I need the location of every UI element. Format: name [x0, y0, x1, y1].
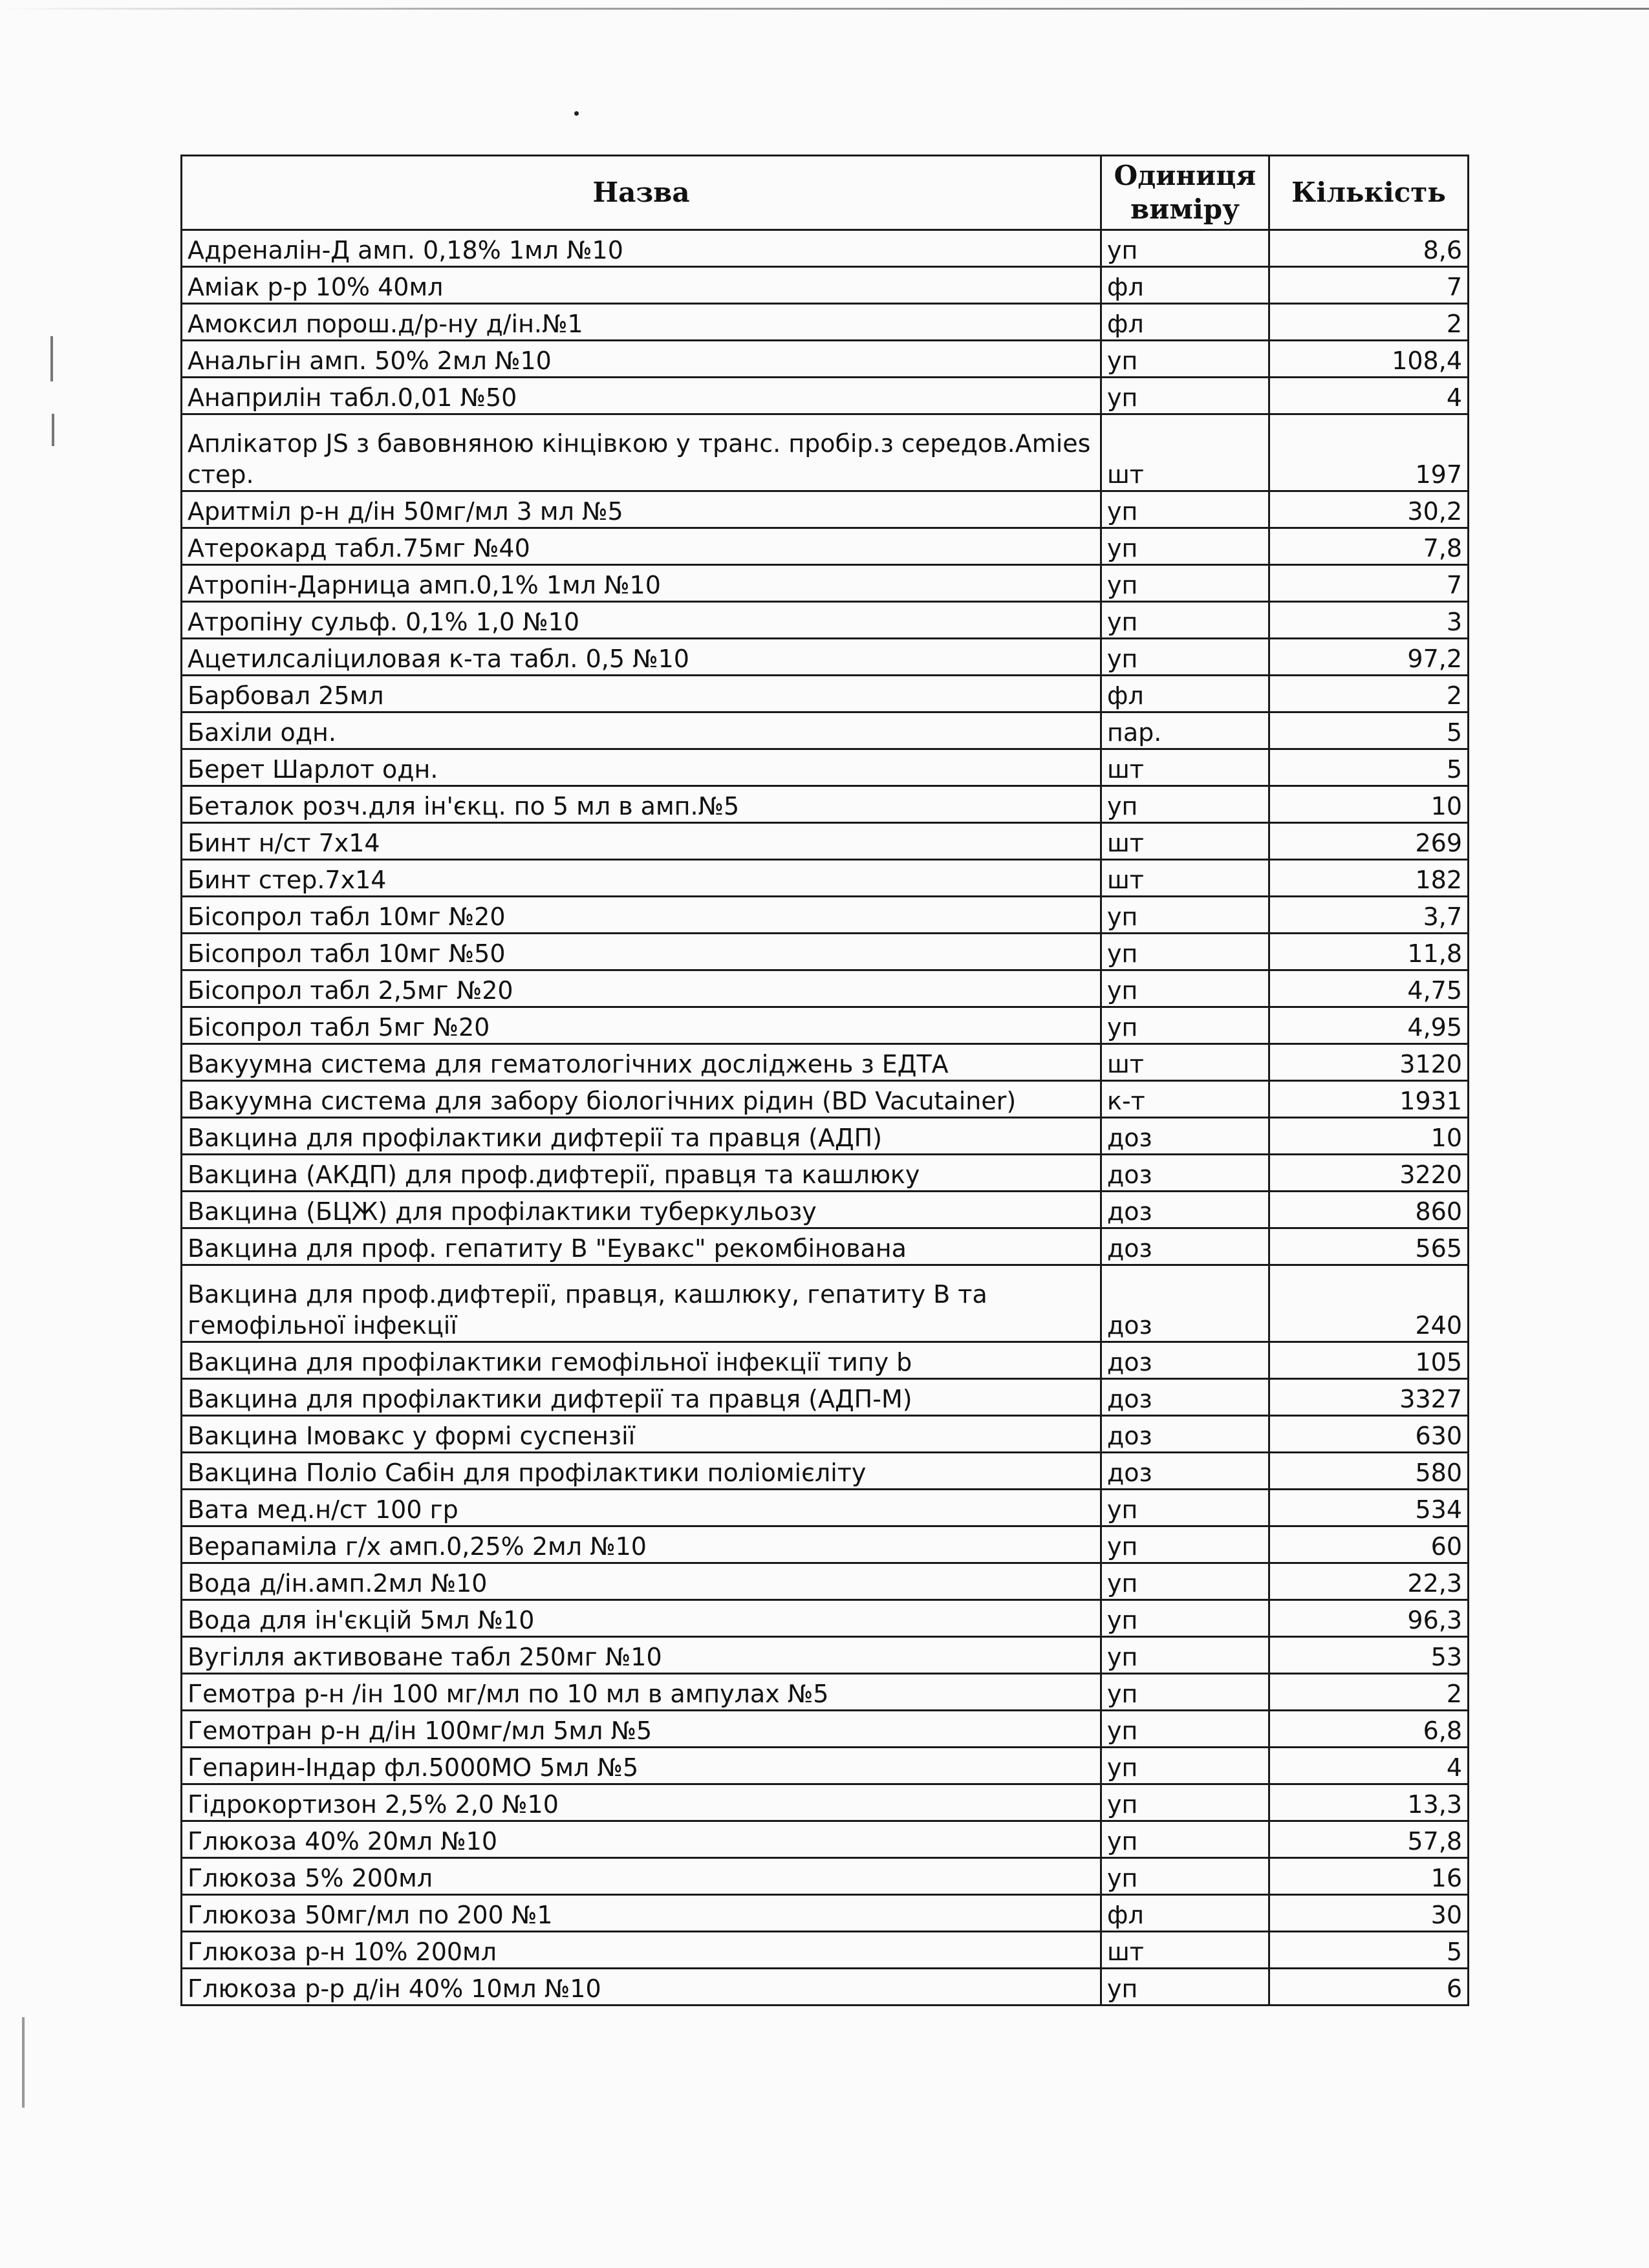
unit-cell: уп [1101, 786, 1269, 823]
table-row [182, 1563, 1469, 1600]
unit-cell: уп [1101, 1490, 1269, 1526]
unit-cell: фл [1101, 267, 1269, 304]
item-name-cell: Верапаміла г/х амп.0,25% 2мл №10 [182, 1526, 1101, 1563]
table-row [182, 1044, 1469, 1081]
header-name: Назва [182, 156, 1101, 230]
item-name-cell: Анаприлін табл.0,01 №50 [182, 378, 1101, 414]
item-name-cell: Вакцина для профілактики дифтерії та правця (АДП-М) [182, 1379, 1101, 1416]
table-row [182, 304, 1469, 341]
table-row [182, 1526, 1469, 1563]
item-name-cell: Бісопрол табл 2,5мг №20 [182, 970, 1101, 1007]
scan-mark [22, 2017, 25, 2108]
unit-cell: уп [1101, 602, 1269, 639]
item-name-cell: Глюкоза р-р д/ін 40% 10мл №10 [182, 1969, 1101, 2006]
unit-cell: уп [1101, 1748, 1269, 1784]
item-name-cell: Вакцина для проф.дифтерії, правця, кашлюку, гепатиту В та гемофільної інфекції [182, 1265, 1101, 1342]
table-body [182, 230, 1469, 2006]
table-row [182, 860, 1469, 897]
quantity-cell: 3 [1269, 602, 1469, 639]
unit-cell: доз [1101, 1155, 1269, 1192]
quantity-cell: 5 [1269, 749, 1469, 786]
quantity-cell: 860 [1269, 1192, 1469, 1228]
table-row [182, 1342, 1469, 1379]
quantity-cell: 269 [1269, 823, 1469, 860]
quantity-cell: 5 [1269, 1932, 1469, 1969]
unit-cell: уп [1101, 1711, 1269, 1748]
unit-cell: шт [1101, 414, 1269, 491]
table-row [182, 1637, 1469, 1674]
unit-cell: уп [1101, 1007, 1269, 1044]
quantity-cell: 10 [1269, 1118, 1469, 1155]
item-name-cell: Атропін-Дарница амп.0,1% 1мл №10 [182, 565, 1101, 602]
unit-cell: шт [1101, 823, 1269, 860]
unit-cell: уп [1101, 934, 1269, 970]
table-row [182, 712, 1469, 749]
item-name-cell: Барбовал 25мл [182, 676, 1101, 712]
unit-cell: уп [1101, 1969, 1269, 2006]
item-name-cell: Атерокард табл.75мг №40 [182, 528, 1101, 565]
item-name-cell: Вакцина Імовакс у формі суспензії [182, 1416, 1101, 1453]
header-qty: Кількість [1269, 156, 1469, 230]
unit-cell: уп [1101, 565, 1269, 602]
table-row [182, 1118, 1469, 1155]
table-row [182, 823, 1469, 860]
unit-cell: уп [1101, 341, 1269, 378]
quantity-cell: 3,7 [1269, 897, 1469, 934]
item-name-cell: Глюкоза 50мг/мл по 200 №1 [182, 1895, 1101, 1932]
table-row [182, 565, 1469, 602]
unit-cell: пар. [1101, 712, 1269, 749]
table-row [182, 230, 1469, 267]
unit-cell: шт [1101, 749, 1269, 786]
quantity-cell: 22,3 [1269, 1563, 1469, 1600]
item-name-cell: Вакцина для профілактики гемофільної інфекції типу b [182, 1342, 1101, 1379]
unit-cell: доз [1101, 1265, 1269, 1342]
table-row [182, 1969, 1469, 2006]
quantity-cell: 4 [1269, 378, 1469, 414]
unit-cell: уп [1101, 970, 1269, 1007]
item-name-cell: Глюкоза 5% 200мл [182, 1858, 1101, 1895]
item-name-cell: Вакцина (АКДП) для проф.дифтерії, правця та кашлюку [182, 1155, 1101, 1192]
item-name-cell: Вакцина для профілактики дифтерії та правця (АДП) [182, 1118, 1101, 1155]
unit-cell: уп [1101, 897, 1269, 934]
table-row [182, 1490, 1469, 1526]
item-name-cell: Бісопрол табл 10мг №20 [182, 897, 1101, 934]
item-name-cell: Бісопрол табл 5мг №20 [182, 1007, 1101, 1044]
quantity-cell: 6,8 [1269, 1711, 1469, 1748]
table-row [182, 1081, 1469, 1118]
item-name-cell: Вугілля активоване табл 250мг №10 [182, 1637, 1101, 1674]
table-row [182, 1155, 1469, 1192]
unit-cell: фл [1101, 1895, 1269, 1932]
scan-mark [52, 414, 54, 446]
unit-cell: доз [1101, 1342, 1269, 1379]
table-row [182, 934, 1469, 970]
item-name-cell: Аритміл р-н д/ін 50мг/мл 3 мл №5 [182, 491, 1101, 528]
quantity-cell: 6 [1269, 1969, 1469, 2006]
quantity-cell: 534 [1269, 1490, 1469, 1526]
quantity-cell: 30,2 [1269, 491, 1469, 528]
unit-cell: шт [1101, 1044, 1269, 1081]
quantity-cell: 182 [1269, 860, 1469, 897]
quantity-cell: 4,75 [1269, 970, 1469, 1007]
quantity-cell: 4,95 [1269, 1007, 1469, 1044]
table-row [182, 267, 1469, 304]
inventory-table [180, 155, 1469, 2006]
quantity-cell: 7 [1269, 565, 1469, 602]
table-row [182, 1858, 1469, 1895]
table-row [182, 1711, 1469, 1748]
unit-cell: доз [1101, 1453, 1269, 1490]
unit-cell: уп [1101, 1600, 1269, 1637]
quantity-cell: 2 [1269, 1674, 1469, 1711]
item-name-cell: Анальгін амп. 50% 2мл №10 [182, 341, 1101, 378]
table-row [182, 1379, 1469, 1416]
item-name-cell: Глюкоза р-н 10% 200мл [182, 1932, 1101, 1969]
table-row [182, 786, 1469, 823]
unit-cell: шт [1101, 860, 1269, 897]
table-row [182, 1821, 1469, 1858]
quantity-cell: 580 [1269, 1453, 1469, 1490]
table-row [182, 1784, 1469, 1821]
table-row [182, 1228, 1469, 1265]
table-row [182, 676, 1469, 712]
table-row [182, 749, 1469, 786]
quantity-cell: 197 [1269, 414, 1469, 491]
quantity-cell: 60 [1269, 1526, 1469, 1563]
unit-cell: фл [1101, 304, 1269, 341]
item-name-cell: Гемотра р-н /ін 100 мг/мл по 10 мл в ампулах №5 [182, 1674, 1101, 1711]
unit-cell: уп [1101, 1784, 1269, 1821]
table-row [182, 1748, 1469, 1784]
item-name-cell: Атропіну сульф. 0,1% 1,0 №10 [182, 602, 1101, 639]
item-name-cell: Ацетилсаліциловая к-та табл. 0,5 №10 [182, 639, 1101, 676]
quantity-cell: 13,3 [1269, 1784, 1469, 1821]
unit-cell: фл [1101, 676, 1269, 712]
table-header-row [182, 156, 1469, 230]
unit-cell: уп [1101, 639, 1269, 676]
table-row [182, 528, 1469, 565]
quantity-cell: 2 [1269, 304, 1469, 341]
quantity-cell: 3120 [1269, 1044, 1469, 1081]
table-row [182, 1416, 1469, 1453]
item-name-cell: Бахіли одн. [182, 712, 1101, 749]
quantity-cell: 8,6 [1269, 230, 1469, 267]
table-row [182, 1192, 1469, 1228]
unit-cell: уп [1101, 1563, 1269, 1600]
item-name-cell: Глюкоза 40% 20мл №10 [182, 1821, 1101, 1858]
item-name-cell: Бинт стер.7х14 [182, 860, 1101, 897]
scan-edge-line [0, 8, 1649, 10]
item-name-cell: Вакцина Поліо Сабін для профілактики поліомієліту [182, 1453, 1101, 1490]
table-row [182, 378, 1469, 414]
quantity-cell: 10 [1269, 786, 1469, 823]
unit-cell: доз [1101, 1228, 1269, 1265]
quantity-cell: 16 [1269, 1858, 1469, 1895]
table-row [182, 1674, 1469, 1711]
table-row [182, 1895, 1469, 1932]
unit-cell: уп [1101, 1637, 1269, 1674]
quantity-cell: 5 [1269, 712, 1469, 749]
table-row [182, 491, 1469, 528]
item-name-cell: Адреналін-Д амп. 0,18% 1мл №10 [182, 230, 1101, 267]
item-name-cell: Бинт н/ст 7х14 [182, 823, 1101, 860]
table-row [182, 1265, 1469, 1342]
scan-speck [574, 111, 579, 116]
table-row [182, 970, 1469, 1007]
unit-cell: уп [1101, 1858, 1269, 1895]
quantity-cell: 105 [1269, 1342, 1469, 1379]
item-name-cell: Вакцина (БЦЖ) для профілактики туберкульозу [182, 1192, 1101, 1228]
table-row [182, 602, 1469, 639]
unit-cell: уп [1101, 230, 1269, 267]
unit-cell: к-т [1101, 1081, 1269, 1118]
item-name-cell: Вата мед.н/ст 100 гр [182, 1490, 1101, 1526]
table-row [182, 341, 1469, 378]
unit-cell: уп [1101, 528, 1269, 565]
quantity-cell: 240 [1269, 1265, 1469, 1342]
quantity-cell: 96,3 [1269, 1600, 1469, 1637]
quantity-cell: 7,8 [1269, 528, 1469, 565]
item-name-cell: Вакуумна система для забору біологічних рідин (BD Vacutainer) [182, 1081, 1101, 1118]
item-name-cell: Вода д/ін.амп.2мл №10 [182, 1563, 1101, 1600]
item-name-cell: Вакцина для проф. гепатиту В "Еувакс" рекомбінована [182, 1228, 1101, 1265]
table-row [182, 1453, 1469, 1490]
quantity-cell: 57,8 [1269, 1821, 1469, 1858]
quantity-cell: 3327 [1269, 1379, 1469, 1416]
header-unit: Одиниця виміру [1101, 156, 1269, 230]
quantity-cell: 97,2 [1269, 639, 1469, 676]
table-row [182, 1600, 1469, 1637]
unit-cell: доз [1101, 1118, 1269, 1155]
quantity-cell: 108,4 [1269, 341, 1469, 378]
quantity-cell: 3220 [1269, 1155, 1469, 1192]
table-row [182, 1007, 1469, 1044]
item-name-cell: Вакуумна система для гематологічних досліджень з ЕДТА [182, 1044, 1101, 1081]
quantity-cell: 630 [1269, 1416, 1469, 1453]
unit-cell: уп [1101, 378, 1269, 414]
unit-cell: уп [1101, 1674, 1269, 1711]
item-name-cell: Гідрокортизон 2,5% 2,0 №10 [182, 1784, 1101, 1821]
item-name-cell: Гемотран р-н д/ін 100мг/мл 5мл №5 [182, 1711, 1101, 1748]
unit-cell: уп [1101, 1526, 1269, 1563]
quantity-cell: 7 [1269, 267, 1469, 304]
unit-cell: доз [1101, 1379, 1269, 1416]
item-name-cell: Бісопрол табл 10мг №50 [182, 934, 1101, 970]
unit-cell: уп [1101, 491, 1269, 528]
table-row [182, 897, 1469, 934]
unit-cell: доз [1101, 1192, 1269, 1228]
quantity-cell: 30 [1269, 1895, 1469, 1932]
table-row [182, 1932, 1469, 1969]
quantity-cell: 565 [1269, 1228, 1469, 1265]
table-row [182, 639, 1469, 676]
unit-cell: доз [1101, 1416, 1269, 1453]
item-name-cell: Гепарин-Індар фл.5000МО 5мл №5 [182, 1748, 1101, 1784]
quantity-cell: 53 [1269, 1637, 1469, 1674]
quantity-cell: 2 [1269, 676, 1469, 712]
unit-cell: уп [1101, 1821, 1269, 1858]
item-name-cell: Аміак р-р 10% 40мл [182, 267, 1101, 304]
item-name-cell: Аплікатор JS з бавовняною кінцівкою у транс. пробір.з середов.Amies стер. [182, 414, 1101, 491]
quantity-cell: 11,8 [1269, 934, 1469, 970]
table-row [182, 414, 1469, 491]
item-name-cell: Амоксил порош.д/р-ну д/ін.№1 [182, 304, 1101, 341]
item-name-cell: Беталок розч.для ін'єкц. по 5 мл в амп.№5 [182, 786, 1101, 823]
item-name-cell: Вода для ін'єкцій 5мл №10 [182, 1600, 1101, 1637]
item-name-cell: Берет Шарлот одн. [182, 749, 1101, 786]
quantity-cell: 4 [1269, 1748, 1469, 1784]
unit-cell: шт [1101, 1932, 1269, 1969]
quantity-cell: 1931 [1269, 1081, 1469, 1118]
scan-mark [50, 336, 53, 381]
